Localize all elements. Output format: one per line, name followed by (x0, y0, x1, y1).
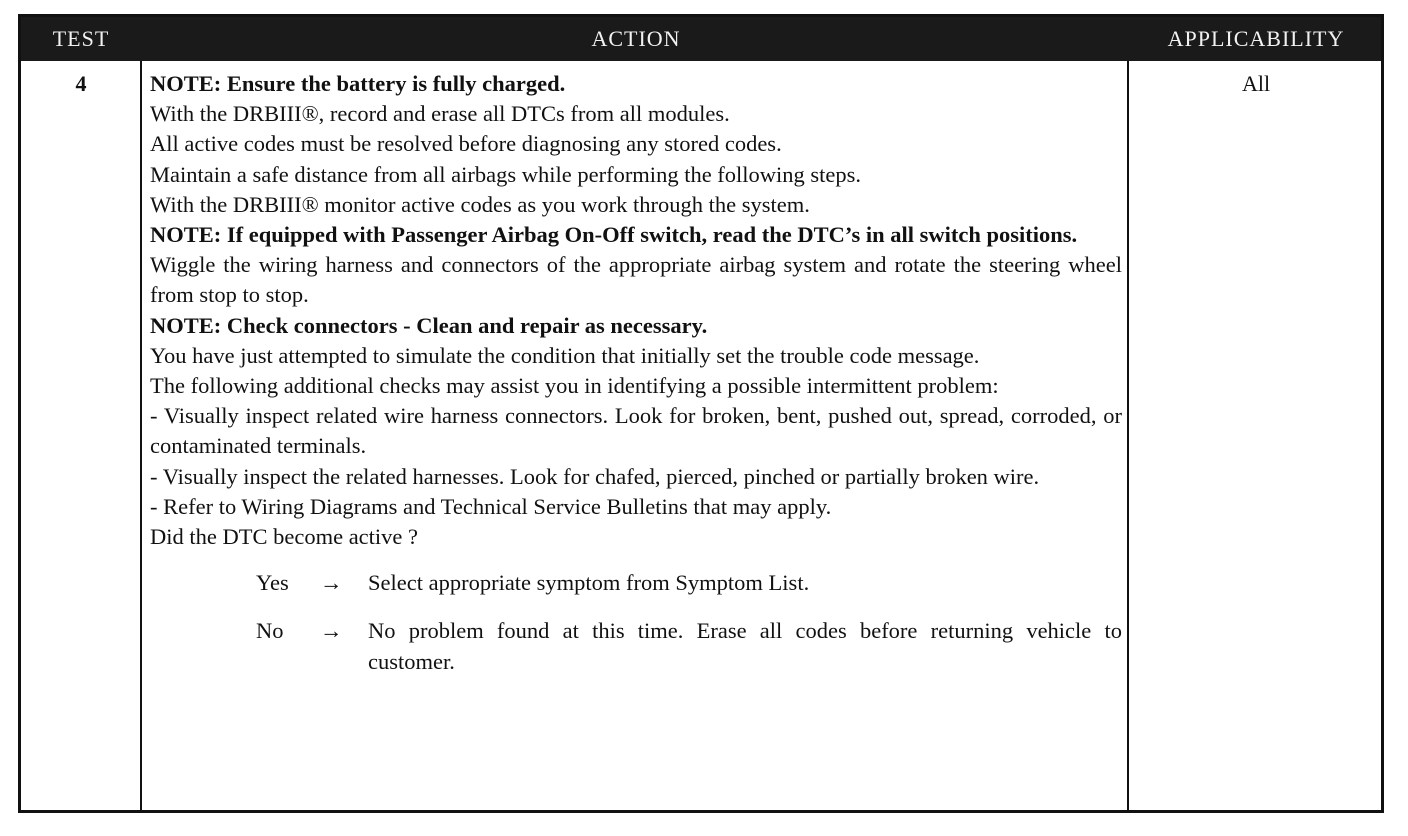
note-line: NOTE: Ensure the battery is fully charged. (150, 71, 566, 96)
test-number-cell: 4 (75, 71, 87, 96)
header-applicability: APPLICABILITY (1167, 26, 1345, 51)
instruction-line: Wiggle the wiring harness and connectors of the appropriate airbag system and rotate the steering wheel from stop to stop. (150, 252, 1122, 308)
header-test: TEST (52, 26, 110, 51)
answer-list (150, 568, 1122, 677)
instruction-line: The following additional checks may assist you in identifying a possible intermittent problem: (150, 373, 999, 399)
diagnostic-test-table (18, 14, 1384, 813)
header-action: ACTION (591, 26, 681, 51)
note-line: NOTE: If equipped with Passenger Airbag On-Off switch, read the DTC’s in all switch positions. (150, 222, 1078, 248)
instruction-line: Maintain a safe distance from all airbags while performing the following steps. (150, 161, 862, 187)
action-lines (150, 69, 1122, 552)
answer-text: Select appropriate symptom from Symptom List. (368, 570, 810, 596)
answer-label: Yes (256, 570, 289, 596)
column-divider (1127, 61, 1129, 810)
instruction-line: With the DRBIII® monitor active codes as you work through the system. (150, 191, 810, 217)
applicability-cell: All (1241, 71, 1271, 96)
arrow-right-icon: → (320, 570, 343, 596)
answer-yes (150, 568, 1122, 598)
answer-text: No problem found at this time. Erase all codes before returning vehicle to customer. (368, 618, 1122, 674)
note-line: NOTE: Check connectors - Clean and repair as necessary. (150, 312, 708, 338)
instruction-line: - Visually inspect related wire harness connectors. Look for broken, bent, pushed out, spread, corroded, or contaminated terminals. (150, 403, 1122, 459)
instruction-line: - Visually inspect the related harnesses. Look for chafed, pierced, pinched or partially broken wire. (150, 463, 1040, 489)
instruction-line: - Refer to Wiring Diagrams and Technical Service Bulletins that may apply. (150, 493, 832, 519)
answer-no (150, 616, 1122, 676)
instruction-line: You have just attempted to simulate the condition that initially set the trouble code message. (150, 342, 980, 368)
column-divider (140, 61, 142, 810)
action-cell (150, 69, 1122, 695)
instruction-line: With the DRBIII®, record and erase all DTCs from all modules. (150, 101, 730, 127)
instruction-line: All active codes must be resolved before diagnosing any stored codes. (150, 131, 782, 157)
arrow-right-icon: → (320, 618, 343, 644)
table-header-row (21, 17, 1381, 61)
answer-label: No (256, 618, 284, 644)
instruction-line: Did the DTC become active ? (150, 524, 419, 550)
